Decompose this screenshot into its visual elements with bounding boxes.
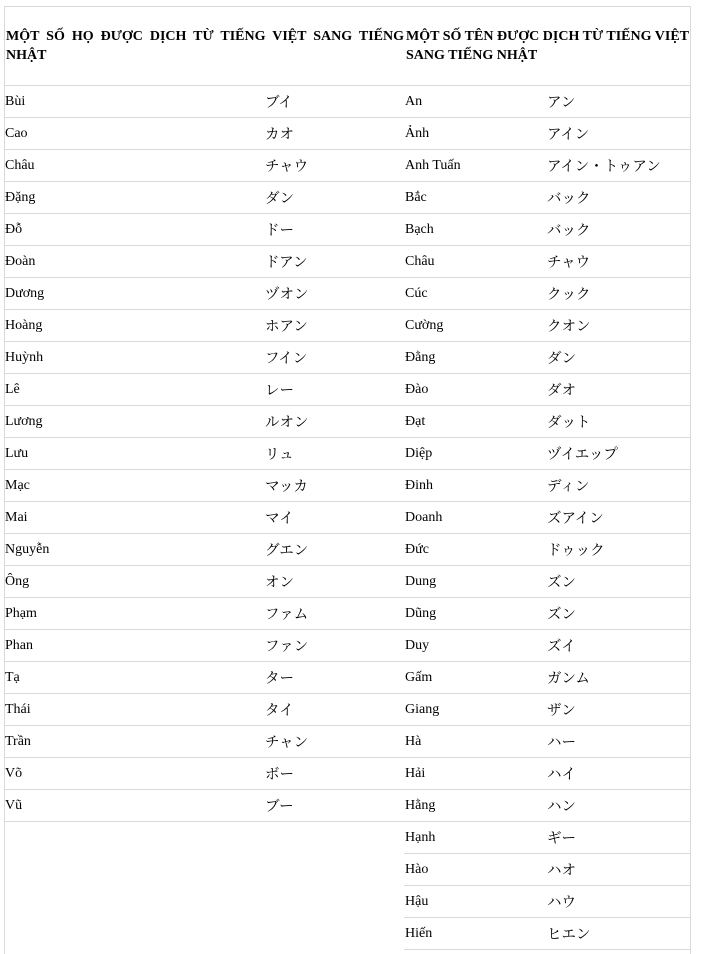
- given-name-vietnamese-cell: Đằng: [404, 342, 546, 374]
- surname-japanese-cell: ファン: [264, 630, 404, 662]
- table-row: [4, 630, 691, 662]
- surname-vietnamese-cell: Nguyễn: [4, 534, 264, 566]
- given-name-vietnamese-cell: Bạch: [404, 214, 546, 246]
- table-row: [4, 566, 691, 598]
- given-name-japanese-cell: ハン: [546, 790, 691, 822]
- surname-vietnamese-cell: Trần: [4, 726, 264, 758]
- surname-vietnamese-cell: Mai: [4, 502, 264, 534]
- surname-japanese-cell: タイ: [264, 694, 404, 726]
- given-name-vietnamese-cell: Châu: [404, 246, 546, 278]
- surname-vietnamese-cell: Dương: [4, 278, 264, 310]
- given-name-vietnamese-cell: Đức: [404, 534, 546, 566]
- given-name-vietnamese-cell: Giang: [404, 694, 546, 726]
- surname-vietnamese-cell: Hoàng: [4, 310, 264, 342]
- surname-japanese-cell: マイ: [264, 502, 404, 534]
- surname-vietnamese-cell: Mạc: [4, 470, 264, 502]
- surname-japanese-cell: ボー: [264, 758, 404, 790]
- surname-japanese-cell: [264, 822, 404, 854]
- given-name-vietnamese-cell: Hạnh: [404, 822, 546, 854]
- given-name-vietnamese-cell: An: [404, 86, 546, 118]
- table-row: [4, 886, 691, 918]
- given-name-japanese-cell: ズン: [546, 566, 691, 598]
- given-name-vietnamese-cell: Hằng: [404, 790, 546, 822]
- surname-vietnamese-cell: [4, 886, 264, 918]
- surname-japanese-cell: カオ: [264, 118, 404, 150]
- given-name-japanese-cell: ダン: [546, 342, 691, 374]
- given-name-japanese-cell: ダオ: [546, 374, 691, 406]
- given-name-japanese-cell: ハウ: [546, 886, 691, 918]
- surname-japanese-cell: ファム: [264, 598, 404, 630]
- table-row: [4, 726, 691, 758]
- table-row: [4, 182, 691, 214]
- surname-japanese-cell: ルオン: [264, 406, 404, 438]
- surname-japanese-cell: リュ: [264, 438, 404, 470]
- given-name-vietnamese-cell: Bắc: [404, 182, 546, 214]
- given-name-vietnamese-cell: Hải: [404, 758, 546, 790]
- table-row: [4, 918, 691, 950]
- surname-vietnamese-cell: Võ: [4, 758, 264, 790]
- given-name-vietnamese-cell: Đinh: [404, 470, 546, 502]
- given-name-japanese-cell: ハイ: [546, 758, 691, 790]
- given-name-vietnamese-cell: Cường: [404, 310, 546, 342]
- table-row: [4, 790, 691, 822]
- given-name-vietnamese-cell: Đạt: [404, 406, 546, 438]
- surname-japanese-cell: ホアン: [264, 310, 404, 342]
- table-body: [4, 86, 691, 950]
- surname-japanese-cell: ヅオン: [264, 278, 404, 310]
- table-row: [4, 694, 691, 726]
- surname-vietnamese-cell: Phan: [4, 630, 264, 662]
- surname-japanese-cell: チャン: [264, 726, 404, 758]
- surname-japanese-cell: フイン: [264, 342, 404, 374]
- surname-japanese-cell: ブイ: [264, 86, 404, 118]
- given-name-japanese-cell: バック: [546, 182, 691, 214]
- table-row: [4, 342, 691, 374]
- given-name-japanese-cell: アン: [546, 86, 691, 118]
- table-row: [4, 534, 691, 566]
- surname-vietnamese-cell: Đoàn: [4, 246, 264, 278]
- given-name-japanese-cell: ギー: [546, 822, 691, 854]
- table-row: [4, 150, 691, 182]
- table-row: [4, 278, 691, 310]
- surname-vietnamese-cell: Huỳnh: [4, 342, 264, 374]
- given-name-japanese-cell: ザン: [546, 694, 691, 726]
- surname-japanese-cell: オン: [264, 566, 404, 598]
- name-translation-table: [4, 6, 691, 950]
- surname-vietnamese-cell: [4, 822, 264, 854]
- given-name-japanese-cell: ハオ: [546, 854, 691, 886]
- surname-vietnamese-cell: [4, 854, 264, 886]
- surname-japanese-cell: グエン: [264, 534, 404, 566]
- table-row: [4, 598, 691, 630]
- surname-vietnamese-cell: Thái: [4, 694, 264, 726]
- table-row: [4, 662, 691, 694]
- surname-vietnamese-cell: Lưu: [4, 438, 264, 470]
- table-row: [4, 118, 691, 150]
- table-row: [4, 246, 691, 278]
- surname-vietnamese-cell: Đặng: [4, 182, 264, 214]
- table-row: [4, 470, 691, 502]
- table-row: [4, 822, 691, 854]
- surname-japanese-cell: ター: [264, 662, 404, 694]
- given-name-japanese-cell: ヅイエップ: [546, 438, 691, 470]
- surname-vietnamese-cell: Đỗ: [4, 214, 264, 246]
- given-name-japanese-cell: アイン: [546, 118, 691, 150]
- given-name-japanese-cell: バック: [546, 214, 691, 246]
- table-row: [4, 310, 691, 342]
- given-name-japanese-cell: ズン: [546, 598, 691, 630]
- given-name-japanese-cell: アイン・トゥアン: [546, 150, 691, 182]
- table-row: [4, 758, 691, 790]
- given-name-vietnamese-cell: Hào: [404, 854, 546, 886]
- given-name-vietnamese-cell: Diệp: [404, 438, 546, 470]
- given-names-header: MỘT SỐ TÊN ĐƯỢC DỊCH TỪ TIẾNG VIỆT SANG TIẾNG NHẬT: [404, 6, 691, 86]
- surname-vietnamese-cell: Phạm: [4, 598, 264, 630]
- given-name-vietnamese-cell: Ảnh: [404, 118, 546, 150]
- table-row: [4, 374, 691, 406]
- surname-vietnamese-cell: Ông: [4, 566, 264, 598]
- given-name-vietnamese-cell: Cúc: [404, 278, 546, 310]
- given-name-vietnamese-cell: Hậu: [404, 886, 546, 918]
- surname-japanese-cell: [264, 918, 404, 950]
- given-name-japanese-cell: ガンム: [546, 662, 691, 694]
- table-row: [4, 406, 691, 438]
- given-name-japanese-cell: ハー: [546, 726, 691, 758]
- surname-vietnamese-cell: Cao: [4, 118, 264, 150]
- given-name-vietnamese-cell: Anh Tuấn: [404, 150, 546, 182]
- surname-vietnamese-cell: Tạ: [4, 662, 264, 694]
- given-name-vietnamese-cell: Dũng: [404, 598, 546, 630]
- surname-japanese-cell: ドアン: [264, 246, 404, 278]
- given-name-japanese-cell: ドゥック: [546, 534, 691, 566]
- given-name-japanese-cell: ズアイン: [546, 502, 691, 534]
- given-name-vietnamese-cell: Doanh: [404, 502, 546, 534]
- given-name-vietnamese-cell: Đào: [404, 374, 546, 406]
- surname-vietnamese-cell: Bùi: [4, 86, 264, 118]
- surname-japanese-cell: レー: [264, 374, 404, 406]
- given-name-japanese-cell: クオン: [546, 310, 691, 342]
- table-row: [4, 86, 691, 118]
- surname-japanese-cell: [264, 854, 404, 886]
- surname-vietnamese-cell: Lương: [4, 406, 264, 438]
- given-name-japanese-cell: クック: [546, 278, 691, 310]
- table-row: [4, 214, 691, 246]
- surname-vietnamese-cell: Lê: [4, 374, 264, 406]
- given-name-vietnamese-cell: Hiến: [404, 918, 546, 950]
- given-name-japanese-cell: ディン: [546, 470, 691, 502]
- given-name-vietnamese-cell: Duy: [404, 630, 546, 662]
- given-name-vietnamese-cell: Dung: [404, 566, 546, 598]
- surname-japanese-cell: ドー: [264, 214, 404, 246]
- surname-japanese-cell: [264, 886, 404, 918]
- given-name-vietnamese-cell: Hà: [404, 726, 546, 758]
- given-name-japanese-cell: ヒエン: [546, 918, 691, 950]
- surname-japanese-cell: チャウ: [264, 150, 404, 182]
- given-name-japanese-cell: チャウ: [546, 246, 691, 278]
- given-name-japanese-cell: ズイ: [546, 630, 691, 662]
- given-name-japanese-cell: ダット: [546, 406, 691, 438]
- surname-japanese-cell: マッカ: [264, 470, 404, 502]
- surname-japanese-cell: ブー: [264, 790, 404, 822]
- surname-vietnamese-cell: [4, 918, 264, 950]
- table-row: [4, 438, 691, 470]
- surname-japanese-cell: ダン: [264, 182, 404, 214]
- table-row: [4, 854, 691, 886]
- surname-vietnamese-cell: Vũ: [4, 790, 264, 822]
- table-row: [4, 502, 691, 534]
- surname-vietnamese-cell: Châu: [4, 150, 264, 182]
- surnames-header: MỘT SỐ HỌ ĐƯỢC DỊCH TỪ TIẾNG VIỆT SANG TIẾNG NHẬT: [4, 6, 404, 86]
- given-name-vietnamese-cell: Gấm: [404, 662, 546, 694]
- header-row: [4, 6, 691, 86]
